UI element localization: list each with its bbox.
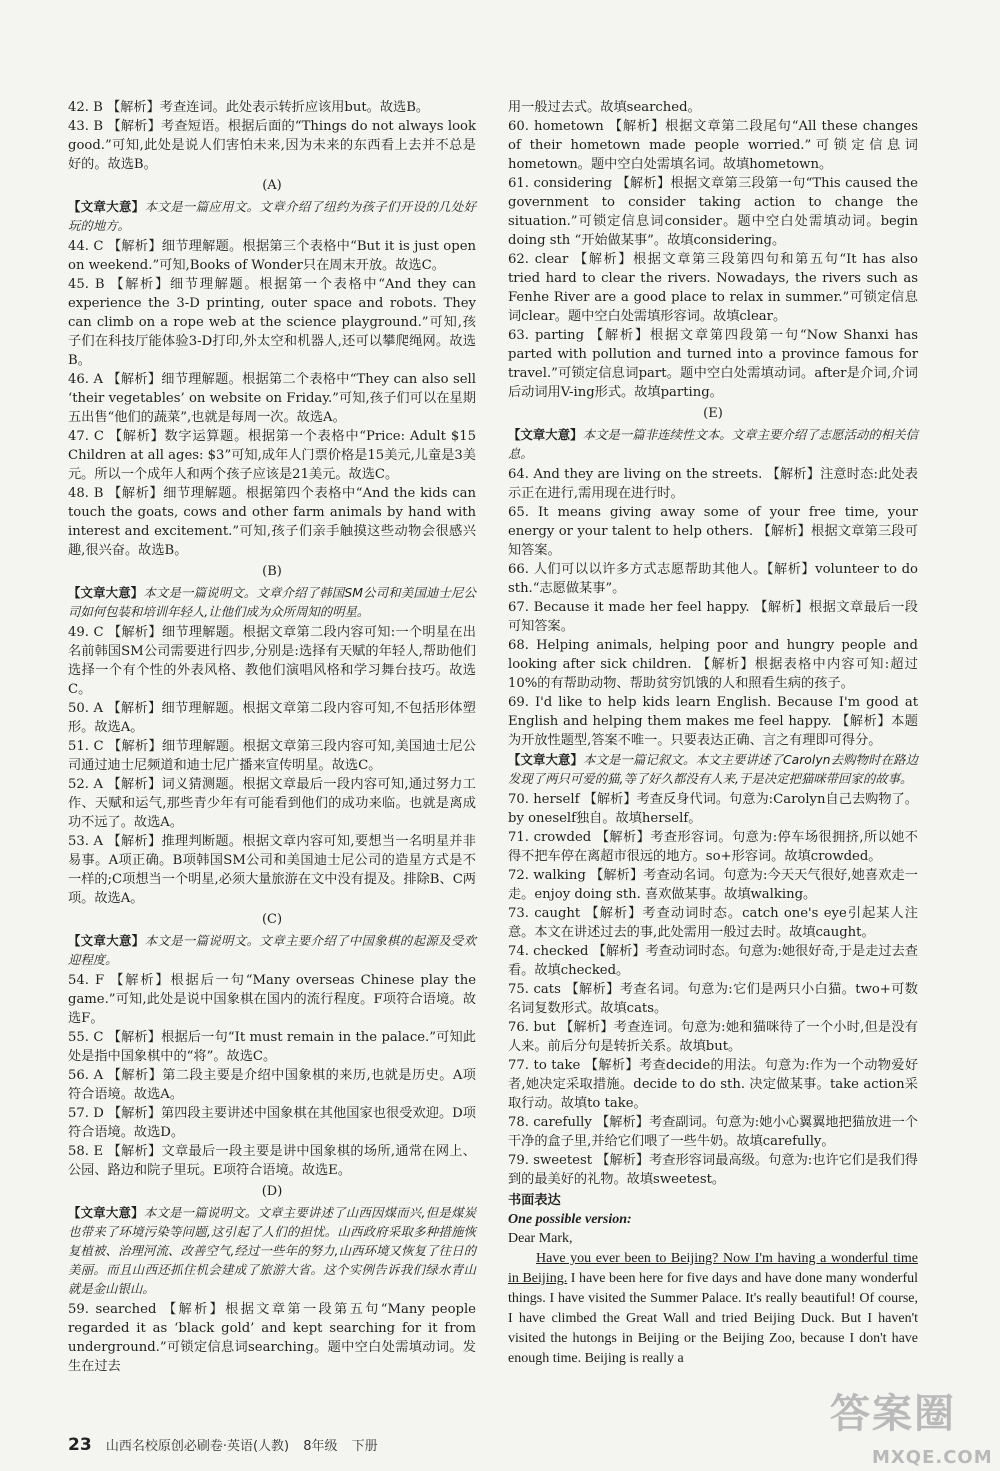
section-label: (C) <box>261 912 283 927</box>
writing-body <box>508 1249 918 1369</box>
writing-text: I have been here for five days and have done many wonderful things. I have visited the Summer Palace. It's really beautiful! Of course, I have climbed the Great Wall and tried Beijing Duck. But I haven't visited the hutongs in Beijing or the Beijing Zoo, because I don't have enough time. Beijing is really a <box>508 1271 918 1366</box>
answer-item: 55. C 【解析】根据后一句“It must remain in the palace.”可知此处是指中国象棋中的“将”。故选C。 <box>68 1030 476 1064</box>
right-column <box>508 98 918 1369</box>
answer-item: 46. A 【解析】细节理解题。根据第二个表格中“They can also sell ‘their vegetables’ on website on Friday.”可知,孩子们可以在星期五出售“他们的蔬菜”,也就是每周一次。故选A。 <box>68 372 476 425</box>
writing-heading: 书面表达 <box>508 1193 561 1208</box>
writing-salutation: Dear Mark, <box>508 1231 573 1246</box>
answer-item: 54. F 【解析】根据后一句“Many overseas Chinese play the game.”可知,此处是说中国象棋在国内的流行程度。F项符合语境。故选F。 <box>68 973 476 1026</box>
article-summary <box>508 750 918 788</box>
left-column <box>68 98 476 1376</box>
grade-label: 8年级 <box>303 1439 338 1454</box>
answer-item: 74. checked 【解析】考查动词时态。句意为:她很好奇,于是走过去查看。故填checked。 <box>508 944 918 978</box>
answer-item: 43. B 【解析】考查短语。根据后面的“Things do not always look good.”可知,此处是说人们害怕未来,因为未来的东西看上去并不总是好的。故选B。 <box>68 119 476 172</box>
answer-item: 78. carefully 【解析】考查副词。句意为:她小心翼翼地把猫放进一个干净的盒子里,并给它们喂了一些牛奶。故填carefully。 <box>508 1115 918 1149</box>
article-summary <box>68 583 476 621</box>
answer-item: 69. I'd like to help kids learn English. Because I'm good at English and helping them makes me feel happy. 【解析】本题为开放性题型,答案不唯一。只要表达正确、言之有理即可得分。 <box>508 695 918 748</box>
answer-item: 65. It means giving away some of your free time, your energy or your talent to help others. 【解析】根据文章第三段可知答案。 <box>508 505 918 558</box>
article-summary <box>68 197 476 235</box>
section-label: (B) <box>262 564 282 579</box>
answer-item: 56. A 【解析】第二段主要是介绍中国象棋的来历,也就是历史。A项符合语境。故选A。 <box>68 1068 476 1102</box>
answer-item: 50. A 【解析】细节理解题。根据文章第二段内容可知,不包括形体塑形。故选A。 <box>68 701 476 735</box>
article-summary <box>68 1203 476 1298</box>
answer-item: 71. crowded 【解析】考查形容词。句意为:停车场很拥挤,所以她不得不把车停在离超市很远的地方。so+形容词。故填crowded。 <box>508 830 918 864</box>
answer-item: 47. C 【解析】数字运算题。根据第一个表格中“Price: Adult $15 Children at all ages: $3”可知,成年人门票价格是15美元,儿童是3美元。所以一个成年人和两个孩子应该是21美元。故选C。 <box>68 429 476 482</box>
summary-text: 本文是一篇非连续性文本。文章主要介绍了志愿活动的相关信息。 <box>508 427 919 461</box>
watermark-url: MXQE.COM <box>872 1447 993 1468</box>
answer-item: 70. herself 【解析】考查反身代词。句意为:Carolyn自己去购物了。by oneself独自。故填herself。 <box>508 792 918 826</box>
answer-item: 用一般过去式。故填searched。 <box>508 100 701 115</box>
answer-item: 49. C 【解析】细节理解题。根据文章第二段内容可知:一个明星在出名前韩国SM公司需要进行四步,分别是:选择有天赋的年轻人,帮助他们选择一个有个性的外表风格、教他们演唱风格和学习舞台技巧。故选C。 <box>68 625 476 697</box>
summary-tag: 【文章大意】 <box>68 933 145 948</box>
answer-item: 76. but 【解析】考查连词。句意为:她和猫咪待了一个小时,但是没有人来。前后分句是转折关系。故填but。 <box>508 1020 918 1054</box>
summary-tag: 【文章大意】 <box>68 1205 144 1220</box>
answer-item: 59. searched 【解析】根据文章第一段第五句“Many people regarded it as ‘black gold’ and kept searching for it from underground.”可锁定信息词searching。题中空白处需填动词。发生在过去 <box>68 1302 476 1374</box>
section-label: (E) <box>703 406 723 421</box>
writing-underlined: Have you ever been to Beijing? Now I'm having a wonderful time in Beijing. <box>508 1251 918 1286</box>
answer-item: 73. caught 【解析】考查动词时态。catch one's eye引起某人注意。本文在讲述过去的事,此处需用一般过去时。故填caught。 <box>508 906 918 940</box>
answer-item: 52. A 【解析】词义猜测题。根据文章最后一段内容可知,通过努力工作、天赋和运气,那些青少年有可能看到他们的成功来临。也就是离成功不远了。故选A。 <box>68 777 476 830</box>
section-label: (A) <box>262 178 282 193</box>
summary-text: 本文是一篇说明文。文章主要讲述了山西因煤而兴,但是煤炭也带来了环境污染等问题,这引起了人们的担忧。山西政府采取多种措施恢复植被、治理河流、改善空气,经过一些年的努力,山西环境又恢复了往日的美丽。而且山西还抓住机会建成了旅游大省。这个实例告诉我们绿水青山就是金山银山。 <box>68 1205 476 1296</box>
answer-item: 58. E 【解析】文章最后一段主要是讲中国象棋的场所,通常在网上、公园、路边和院子里玩。E项符合语境。故选E。 <box>68 1144 476 1178</box>
watermark-logo: 答案圈 <box>830 1391 956 1437</box>
summary-tag: 【文章大意】 <box>68 199 145 214</box>
book-title: 山西名校原创必刷卷·英语(人教) <box>105 1439 290 1454</box>
answer-item: 48. B 【解析】细节理解题。根据第四个表格中“And the kids can touch the goats, cows and other farm animals by hand with interest and excitement.”可知,孩子们亲手触摸这些动物会很感兴趣,很兴奋。故选B。 <box>68 486 476 558</box>
answer-item: 75. cats 【解析】考查名词。句意为:它们是两只小白猫。two+可数名词复数形式。故填cats。 <box>508 982 918 1016</box>
article-summary <box>508 425 918 463</box>
page-number: 23 <box>68 1435 92 1455</box>
answer-item: 62. clear 【解析】根据文章第三段第四句和第五句“It has also tried hard to clear the rivers. Nowadays, the rivers such as Fenhe River are a good place to relax in summer.”可锁定信息词clear。题中空白处需填形容词。故填clear。 <box>508 252 918 324</box>
summary-text: 本文是一篇说明文。文章介绍了韩国SM公司和美国迪士尼公司如何包装和培训年轻人,让他们成为众所周知的明星。 <box>68 585 476 619</box>
summary-text: 本文是一篇说明文。文章主要介绍了中国象棋的起源及受欢迎程度。 <box>68 933 477 967</box>
section-label: (D) <box>261 1184 283 1199</box>
answer-item: 64. And they are living on the streets. 【解析】注意时态:此处表示正在进行,需用现在进行时。 <box>508 467 918 501</box>
page-footer <box>68 1436 938 1456</box>
answer-item: 51. C 【解析】细节理解题。根据文章第三段内容可知,美国迪士尼公司通过迪士尼频道和迪士尼广播来宣传明星。故选C。 <box>68 739 476 773</box>
answer-item: 42. B 【解析】考查连词。此处表示转折应该用but。故选B。 <box>68 100 430 115</box>
answer-item: 45. B 【解析】细节理解题。根据第一个表格中“And they can experience the 3-D printing, outer space and robots. They can climb on a rope web at the science playground.”可知,孩子们在科技厅能体验3-D打印,外太空和机器人,还可以攀爬绳网。故选B。 <box>68 277 476 368</box>
answer-item: 63. parting 【解析】根据文章第四段第一句“Now Shanxi has parted with pollution and turned into a province famous for travel.”可锁定信息词part。题中空白处需填动词。after是介词,介词后动词用V-ing形式。故填parting。 <box>508 328 918 400</box>
summary-text: 本文是一篇应用文。文章介绍了纽约为孩子们开设的几处好玩的地方。 <box>68 199 477 233</box>
answer-item: 67. Because it made her feel happy. 【解析】根据文章最后一段可知答案。 <box>508 600 918 634</box>
answer-item: 77. to take 【解析】考查decide的用法。句意为:作为一个动物爱好者,她决定采取措施。decide to do sth. 决定做某事。take action采取行动。故填to take。 <box>508 1058 918 1111</box>
answer-item: 72. walking 【解析】考查动名词。句意为:今天天气很好,她喜欢走一走。enjoy doing sth. 喜欢做某事。故填walking。 <box>508 868 918 902</box>
answer-item: 66. 人们可以以许多方式志愿帮助其他人。【解析】volunteer to do sth.“志愿做某事”。 <box>508 562 918 596</box>
answer-item: 61. considering 【解析】根据文章第三段第一句“This caused the government to consider taking action to change the situation.”可锁定信息词consider。题中空白处需填动词。begin doing sth “开始做某事”。故填considering。 <box>508 176 918 248</box>
answer-item: 60. hometown 【解析】根据文章第二段尾句“All these changes of their hometown made people worried.”可锁定信息词hometown。题中空白处需填名词。故填hometown。 <box>508 119 918 172</box>
answer-item: 79. sweetest 【解析】考查形容词最高级。句意为:也许它们是我们得到的最美好的礼物。故填sweetest。 <box>508 1153 918 1187</box>
term-label: 下册 <box>351 1439 378 1454</box>
summary-tag: 【文章大意】 <box>68 585 144 600</box>
answer-item: 44. C 【解析】细节理解题。根据第三个表格中“But it is just open on weekend.”可知,Books of Wonder只在周末开放。故选C。 <box>68 239 476 273</box>
writing-subheading: One possible version: <box>508 1212 632 1227</box>
summary-text: 本文是一篇记叙文。本文主要讲述了Carolyn去购物时在路边发现了两只可爱的猫,等了好久都没有人来,于是决定把猫咪带回家的故事。 <box>508 752 918 786</box>
summary-tag: 【文章大意】 <box>508 752 583 767</box>
article-summary <box>68 931 476 969</box>
summary-tag: 【文章大意】 <box>508 427 583 442</box>
answer-item: 68. Helping animals, helping poor and hungry people and looking after sick children. 【解析】根据表格中内容可知:超过10%的有帮助动物、帮助贫穷饥饿的人和照看生病的孩子。 <box>508 638 918 691</box>
answer-item: 53. A 【解析】推理判断题。根据文章内容可知,要想当一名明星并非易事。A项正确。B项韩国SM公司和美国迪士尼公司的造星方式是不一样的;C项想当一个明星,必须大量旅游在文中没有提及。排除B、C两项。故选A。 <box>68 834 476 906</box>
answer-item: 57. D 【解析】第四段主要讲述中国象棋在其他国家也很受欢迎。D项符合语境。故选D。 <box>68 1106 476 1140</box>
